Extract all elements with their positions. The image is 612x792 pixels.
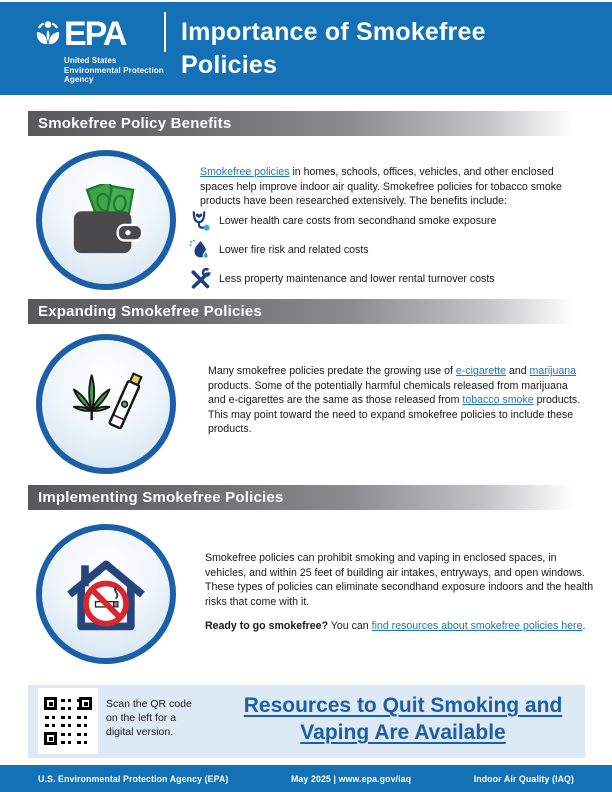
quit-resources-link[interactable]: Resources to Quit Smoking and Vaping Are Available bbox=[243, 694, 563, 744]
marijuana-vape-icon bbox=[36, 334, 176, 474]
qr-code bbox=[38, 688, 98, 754]
bullet-text: Less property maintenance and lower rental turnover costs bbox=[219, 272, 495, 285]
no-smoking-house-icon bbox=[36, 524, 176, 664]
list-item bbox=[188, 239, 588, 261]
qr-resources-panel bbox=[28, 685, 585, 758]
section-heading-benefits: Smokefree Policy Benefits bbox=[28, 111, 585, 136]
header-divider bbox=[164, 12, 166, 52]
epa-flower-icon bbox=[34, 19, 62, 54]
footer-agency: U.S. Environmental Protection Agency (EPA) bbox=[38, 773, 229, 784]
e-cigarette-link[interactable]: e-cigarette bbox=[455, 365, 506, 377]
epa-acronym: EPA bbox=[64, 15, 126, 53]
qr-scan-instructions: Scan the QR code on the left for a digital version. bbox=[106, 698, 192, 738]
implementing-paragraph: Smokefree policies can prohibit smoking and vaping in enclosed spaces, in vehicles, and within 25 feet of building air intakes, entryways, and open windows. These types of policies can eliminate secondhand exposure indoors and the health risks that come with it. bbox=[205, 552, 594, 608]
page-title: Importance of Smokefree Policies bbox=[181, 18, 486, 79]
bullet-text: Lower fire risk and related costs bbox=[219, 243, 369, 256]
footer-bar bbox=[0, 765, 612, 792]
wallet-money-icon bbox=[36, 150, 176, 290]
fire-drop-icon bbox=[188, 239, 212, 261]
smokefree-policies-link[interactable]: Smokefree policies bbox=[200, 166, 290, 178]
list-item bbox=[188, 268, 588, 290]
cta-line: Ready to go smokefree? You can find resources about smokefree policies here. bbox=[205, 620, 586, 632]
benefits-paragraph: Smokefree policies in homes, schools, offices, vehicles, and other enclosed spaces help improve indoor air quality. Smokefree policies for tobacco smoke products have been researched extensively. The benefits include: bbox=[200, 166, 562, 208]
section-heading-expanding: Expanding Smokefree Policies bbox=[28, 299, 585, 324]
expanding-paragraph: Many smokefree policies predate the growing use of e-cigarette and marijuana products. Some of the potentially harmful chemicals released from marijuana and e-cigarettes are the same as those released from tobacco smoke products. This may point toward the need to expand smokefree policies to include these products. bbox=[208, 365, 581, 436]
epa-logo bbox=[34, 15, 164, 85]
section-heading-implementing: Implementing Smokefree Policies bbox=[28, 485, 585, 510]
list-item bbox=[188, 210, 588, 232]
tools-icon bbox=[188, 268, 212, 290]
header-banner bbox=[0, 2, 612, 95]
benefits-bullet-list bbox=[188, 210, 588, 297]
marijuana-link[interactable]: marijuana bbox=[529, 365, 577, 377]
stethoscope-icon bbox=[188, 210, 212, 232]
tobacco-smoke-link[interactable]: tobacco smoke bbox=[462, 394, 534, 407]
find-resources-link[interactable]: find resources about smokefree policies here bbox=[371, 620, 583, 632]
epa-logo-subtext: United States Environmental Protection Agency bbox=[64, 56, 164, 84]
footer-program: Indoor Air Quality (IAQ) bbox=[473, 773, 574, 784]
footer-date-url: May 2025 | www.epa.gov/iaq bbox=[291, 773, 412, 784]
bullet-text: Lower health care costs from secondhand smoke exposure bbox=[219, 214, 497, 227]
